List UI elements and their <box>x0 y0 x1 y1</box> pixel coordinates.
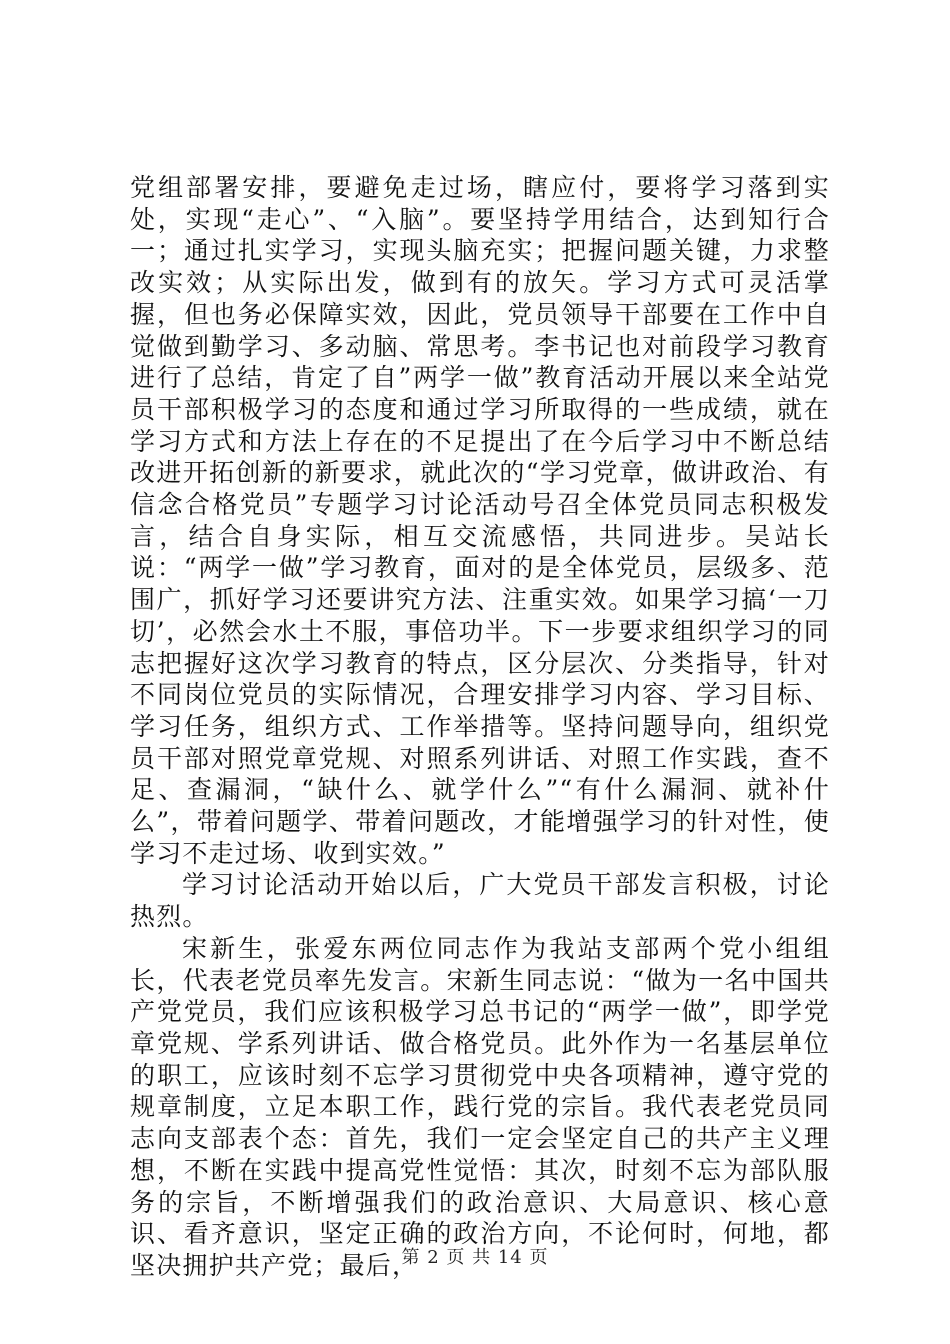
document-body <box>130 172 830 1282</box>
paragraph-2: 学习讨论活动开始以后，广大党员干部发言积极，讨论热烈。 <box>130 870 830 932</box>
paragraph-1: 党组部署安排，要避免走过场，瞎应付，要将学习落到实处，实现“走心”、“入脑”。要坚持学用结合，达到知行合一；通过扎实学习，实现头脑充实；把握问题关键，力求整改实效；从实际出发，做到有的放矢。学习方式可灵活掌握，但也务必保障实效，因此，党员领导干部要在工作中自觉做到勤学习、多动脑、常思考。李书记也对前段学习教育进行了总结，肯定了自”两学一做”教育活动开展以来全站党员干部积极学习的态度和通过学习所取得的一些成绩，就在学习方式和方法上存在的不足提出了在今后学习中不断总结改进开拓创新的新要求，就此次的“学习党章，做讲政治、有信念合格党员”专题学习讨论活动号召全体党员同志积极发言，结合自身实际，相互交流感悟，共同进步。吴站长说：“两学一做”学习教育，面对的是全体党员，层级多、范围广，抓好学习还要讲究方法、注重实效。如果学习搞‘一刀切’，必然会水土不服，事倍功半。下一步要求组织学习的同志把握好这次学习教育的特点，区分层次、分类指导，针对不同岗位党员的实际情况，合理安排学习内容、学习目标、学习任务，组织方式、工作举措等。坚持问题导向，组织党员干部对照党章党规、对照系列讲话、对照工作实践，查不足、查漏洞，“缺什么、就学什么”“有什么漏洞、就补什么”，带着问题学、带着问题改，才能增强学习的针对性，使学习不走过场、收到实效。” <box>130 173 830 868</box>
paragraph-3: 宋新生，张爱东两位同志作为我站支部两个党小组组长，代表老党员率先发言。宋新生同志说：“做为一名中国共产党党员，我们应该积极学习总书记的“两学一做”，即学党章党规、学系列讲话、做合格党员。此外作为一名基层单位的职工，应该时刻不忘学习贯彻党中央各项精神，遵守党的规章制度，立足本职工作，践行党的宗旨。我代表老党员同志向支部表个态：首先，我们一定会坚定自己的共产主义理想，不断在实践中提高党性觉悟：其次，时刻不忘为部队服务的宗旨，不断增强我们的政治意识、大局意识、核心意识、看齐意识，坚定正确的政治方向，不论何时，何地，都坚决拥护共产党；最后， <box>130 933 830 1280</box>
page-number-footer: 第 2 页 共 14 页 <box>401 1247 549 1268</box>
